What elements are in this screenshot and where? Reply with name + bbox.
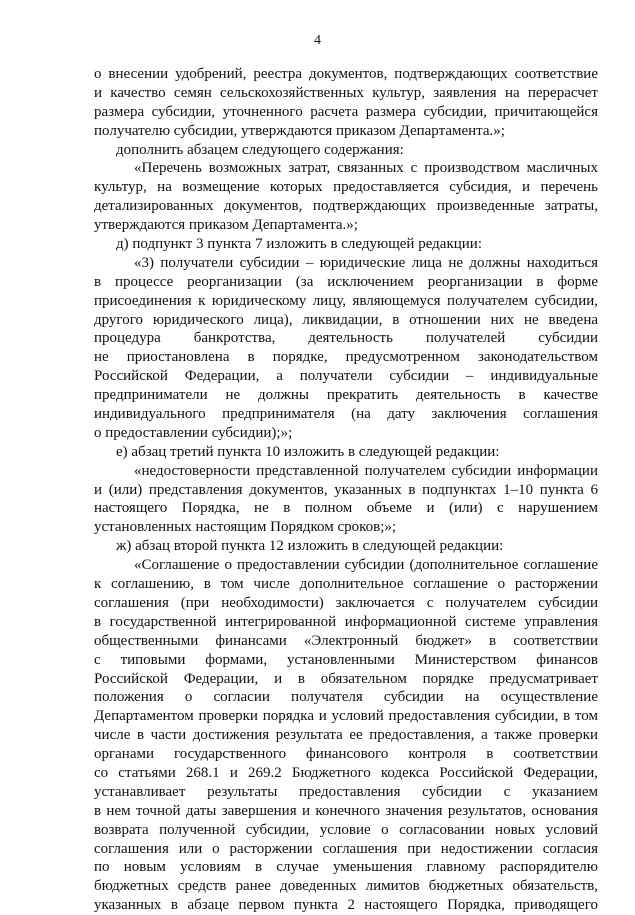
text-line: «3) получатели субсидии – юридические лица не должны находиться <box>134 254 598 271</box>
text-line: д) подпункт 3 пункта 7 изложить в следующей редакции: <box>116 236 482 253</box>
page-number: 4 <box>314 33 321 48</box>
text-line: соглашения (при необходимости) заключается с получателем субсидии <box>94 594 598 611</box>
text-line: органами государственного финансового контроля в соответствии <box>94 746 598 763</box>
text-line: возврата полученной субсидии, условие о согласовании новых условий <box>94 821 598 838</box>
text-line: настоящего Порядка, не в полном объеме и (или) с нарушением <box>94 500 598 517</box>
text-line: дополнить абзацем следующего содержания: <box>116 141 404 158</box>
text-line: Департаментом проверки порядка и условий предоставления субсидии, в том <box>94 708 598 725</box>
text-line: и качество семян сельскохозяйственных культур, заявления на перерасчет <box>94 84 598 101</box>
text-line: ж) абзац второй пункта 12 изложить в следующей редакции: <box>116 538 504 555</box>
text-line: культур, на возмещение которых предоставляется субсидия, и перечень <box>94 179 598 196</box>
text-line: о предоставлении субсидии);»; <box>94 424 293 441</box>
text-line: размера субсидии, уточненного расчета размера субсидии, причитающейся <box>94 103 598 120</box>
text-line: в процессе реорганизации (за исключением реорганизации в форме <box>94 273 598 290</box>
text-line: с типовыми формами, установленными Министерством финансов <box>94 651 598 668</box>
text-line: устанавливает результаты предоставления субсидии с указанием <box>94 783 598 800</box>
text-line: бюджетных средств ранее доведенных лимитов бюджетных обязательств, <box>94 878 598 895</box>
document-body-text <box>94 65 598 915</box>
text-line: не приостановлена в порядке, предусмотренном законодательством <box>94 349 598 366</box>
text-line: процедура банкротства, деятельность получателей субсидии <box>94 330 598 347</box>
text-line: со статьями 268.1 и 269.2 Бюджетного кодекса Российской Федерации, <box>94 764 598 781</box>
text-line: присоединения к юридическому лицу, являющемуся получателем субсидии, <box>94 292 598 309</box>
text-line: и (или) представления документов, указанных в подпунктах 1–10 пункта 6 <box>94 481 598 498</box>
text-line: указанных в абзаце первом пункта 2 настоящего Порядка, приводящего <box>94 897 598 914</box>
text-line: детализированных документов, подтверждающих произведенные затраты, <box>94 198 598 215</box>
text-line: соглашения или о расторжении соглашения при недостижении согласия <box>94 840 598 857</box>
text-line: получателю субсидии, утверждаются приказом Департамента.»; <box>94 122 505 139</box>
text-line: в нем точной даты завершения и конечного значения результатов, основания <box>94 802 598 819</box>
text-line: положения о согласии получателя субсидии на осуществление <box>94 689 598 706</box>
text-line: Российской Федерации, и в обязательном порядке предусматривает <box>94 670 598 687</box>
text-line: предприниматели не должны прекратить деятельность в качестве <box>94 387 598 404</box>
text-line: по новым условиям в случае уменьшения главному распорядителю <box>94 859 598 876</box>
text-line: другого юридического лица), ликвидации, в отношении них не введена <box>94 311 598 328</box>
text-line: к соглашению, в том числе дополнительное соглашение о расторжении <box>94 576 598 593</box>
text-line: о внесении удобрений, реестра документов, подтверждающих соответствие <box>94 66 598 82</box>
text-line: «Перечень возможных затрат, связанных с производством масличных <box>134 160 598 177</box>
text-line: е) абзац третий пункта 10 изложить в следующей редакции: <box>116 443 500 460</box>
text-line: установленных настоящим Порядком сроков;»; <box>94 519 397 536</box>
text-line: «недостоверности представленной получателем субсидии информации <box>134 462 598 479</box>
text-line: утверждаются приказом Департамента.»; <box>94 217 358 234</box>
text-line: индивидуального предпринимателя (на дату заключения соглашения <box>94 406 598 423</box>
text-line: в государственной интегрированной информационной системе управления <box>94 613 598 630</box>
text-line: «Соглашение о предоставлении субсидии (дополнительное соглашение <box>134 557 598 574</box>
text-line: общественными финансами «Электронный бюджет» в соответствии <box>94 632 598 649</box>
text-line: числе в части достижения результата ее предоставления, а также проверки <box>94 727 598 744</box>
text-line: Российской Федерации, а получатели субсидии – индивидуальные <box>94 368 598 385</box>
